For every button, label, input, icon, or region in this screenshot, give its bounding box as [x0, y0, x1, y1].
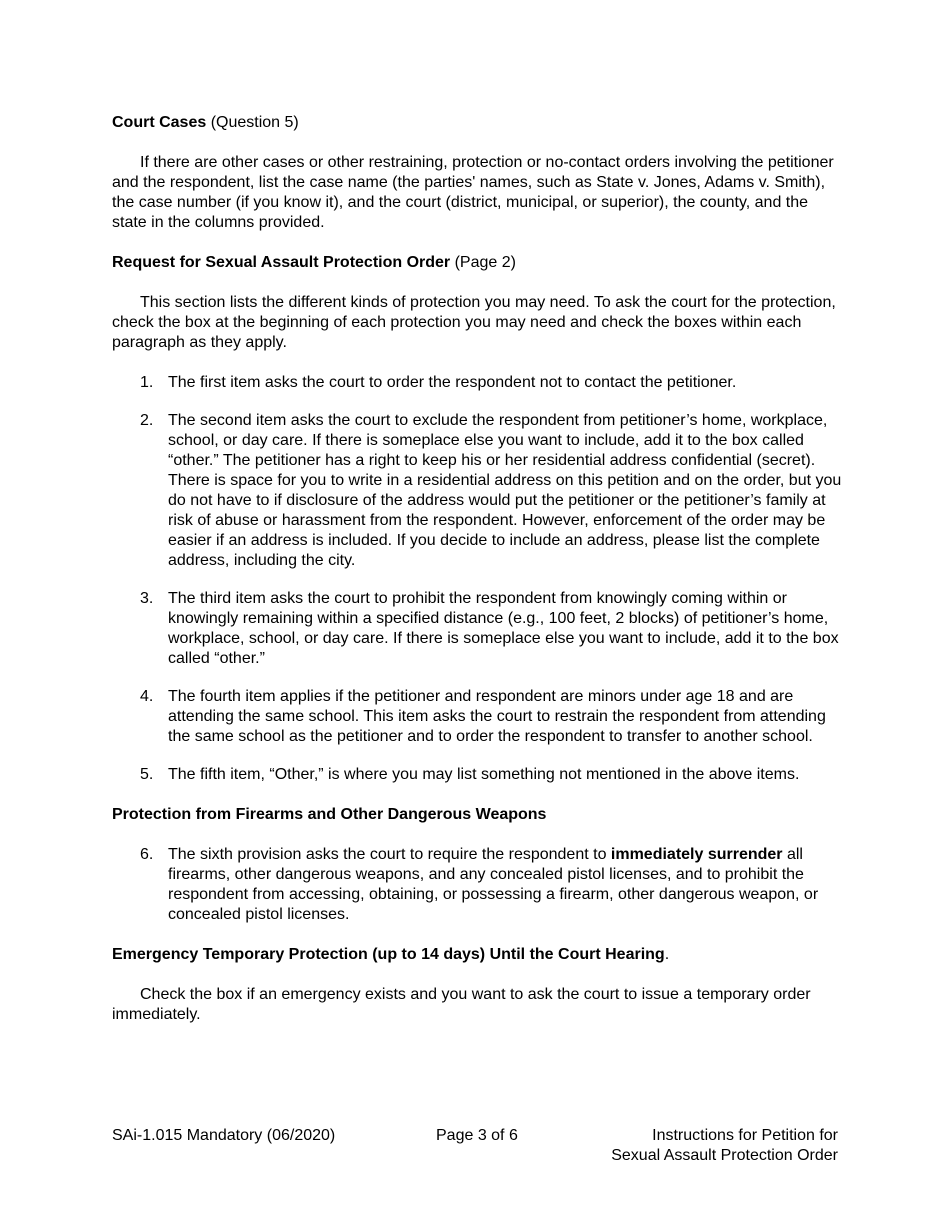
document-page: [112, 113, 842, 1025]
list-item: [112, 411, 842, 571]
heading-title: Court Cases: [112, 114, 207, 131]
form-id: SAi-1.015 Mandatory (06/2020): [112, 1127, 336, 1144]
list-item: [112, 373, 842, 393]
heading-suffix: (Question 5): [206, 114, 299, 131]
item-number: 5.: [140, 766, 154, 783]
heading-title: Emergency Temporary Protection (up to 14 days) Until the Court Hearing: [112, 946, 665, 963]
form-title-line2: Sexual Assault Protection Order: [611, 1147, 838, 1164]
request-order-paragraph: This section lists the different kinds of protection you may need. To ask the court for the protection, check the box at the beginning of each protection you may need and check the boxes within each paragraph as they apply.: [112, 294, 836, 351]
firearms-heading: [112, 805, 842, 825]
heading-title: Protection from Firearms and Other Dangerous Weapons: [112, 806, 547, 823]
item-number: 1.: [140, 374, 154, 391]
court-cases-paragraph: If there are other cases or other restraining, protection or no-contact orders involving the petitioner and the respondent, list the case name (the parties' names, such as State v. Jones, Adams v. Smith), the case number (if you know it), and the court (district, municipal, or superior), the county, and the state in the columns provided.: [112, 154, 834, 231]
item-text: The first item asks the court to order the respondent not to contact the petitioner.: [168, 374, 737, 391]
item-text-bold: immediately surrender: [610, 846, 783, 863]
item-text-after: all firearms, other dangerous weapons, and any concealed pistol licenses, and to prohibit the respondent from accessing, obtaining, or possessing a firearm, other dangerous weapon, or concealed pistol licenses.: [168, 846, 819, 923]
court-cases-heading: [112, 113, 842, 133]
item-number: 3.: [140, 590, 154, 607]
item-text-before: The sixth provision asks the court to require the respondent to: [168, 846, 611, 863]
list-item: [112, 589, 842, 669]
item-text: The fifth item, “Other,” is where you may list something not mentioned in the above items.: [168, 766, 800, 783]
list-item: [112, 687, 842, 747]
list-item: [112, 845, 842, 925]
protection-items-list: [112, 373, 842, 785]
item-number: 6.: [140, 846, 154, 863]
item-number: 2.: [140, 412, 154, 429]
form-title: [611, 1126, 838, 1166]
form-title-line1: Instructions for Petition for: [652, 1127, 838, 1144]
item-number: 4.: [140, 688, 154, 705]
item-text: The fourth item applies if the petitioner and respondent are minors under age 18 and are attending the same school. This item asks the court to restrain the respondent from attending the same school as the petitioner and to order the respondent to transfer to another school.: [168, 688, 826, 745]
request-order-heading: [112, 253, 842, 273]
item-text: The second item asks the court to exclude the respondent from petitioner’s home, workplace, school, or day care. If there is someplace else you want to include, add it to the box called “other.” The petitioner has a right to keep his or her residential address confidential (secret). There is space for you to write in a residential address on this petition and on the order, but you do not have to if disclosure of the address would put the petitioner or the petitioner’s family at risk of abuse or harassment from the respondent. However, enforcement of the order may be easier if an address is included. If you decide to include an address, please list the complete address, including the city.: [168, 412, 842, 569]
item-text: The third item asks the court to prohibit the respondent from knowingly coming within or knowingly remaining within a specified distance (e.g., 100 feet, 2 blocks) of petitioner’s home, workplace, school, or day care. If there is someplace else you want to include, add it to the box called “other.”: [168, 590, 839, 667]
emergency-heading: [112, 945, 842, 965]
emergency-paragraph: Check the box if an emergency exists and you want to ask the court to issue a temporary order immediately.: [112, 986, 811, 1023]
heading-title: Request for Sexual Assault Protection Order: [112, 254, 451, 271]
heading-suffix: .: [664, 946, 670, 963]
list-item: [112, 765, 842, 785]
firearms-items-list: [112, 845, 842, 925]
heading-suffix: (Page 2): [450, 254, 516, 271]
page-number: Page 3 of 6: [436, 1127, 518, 1144]
